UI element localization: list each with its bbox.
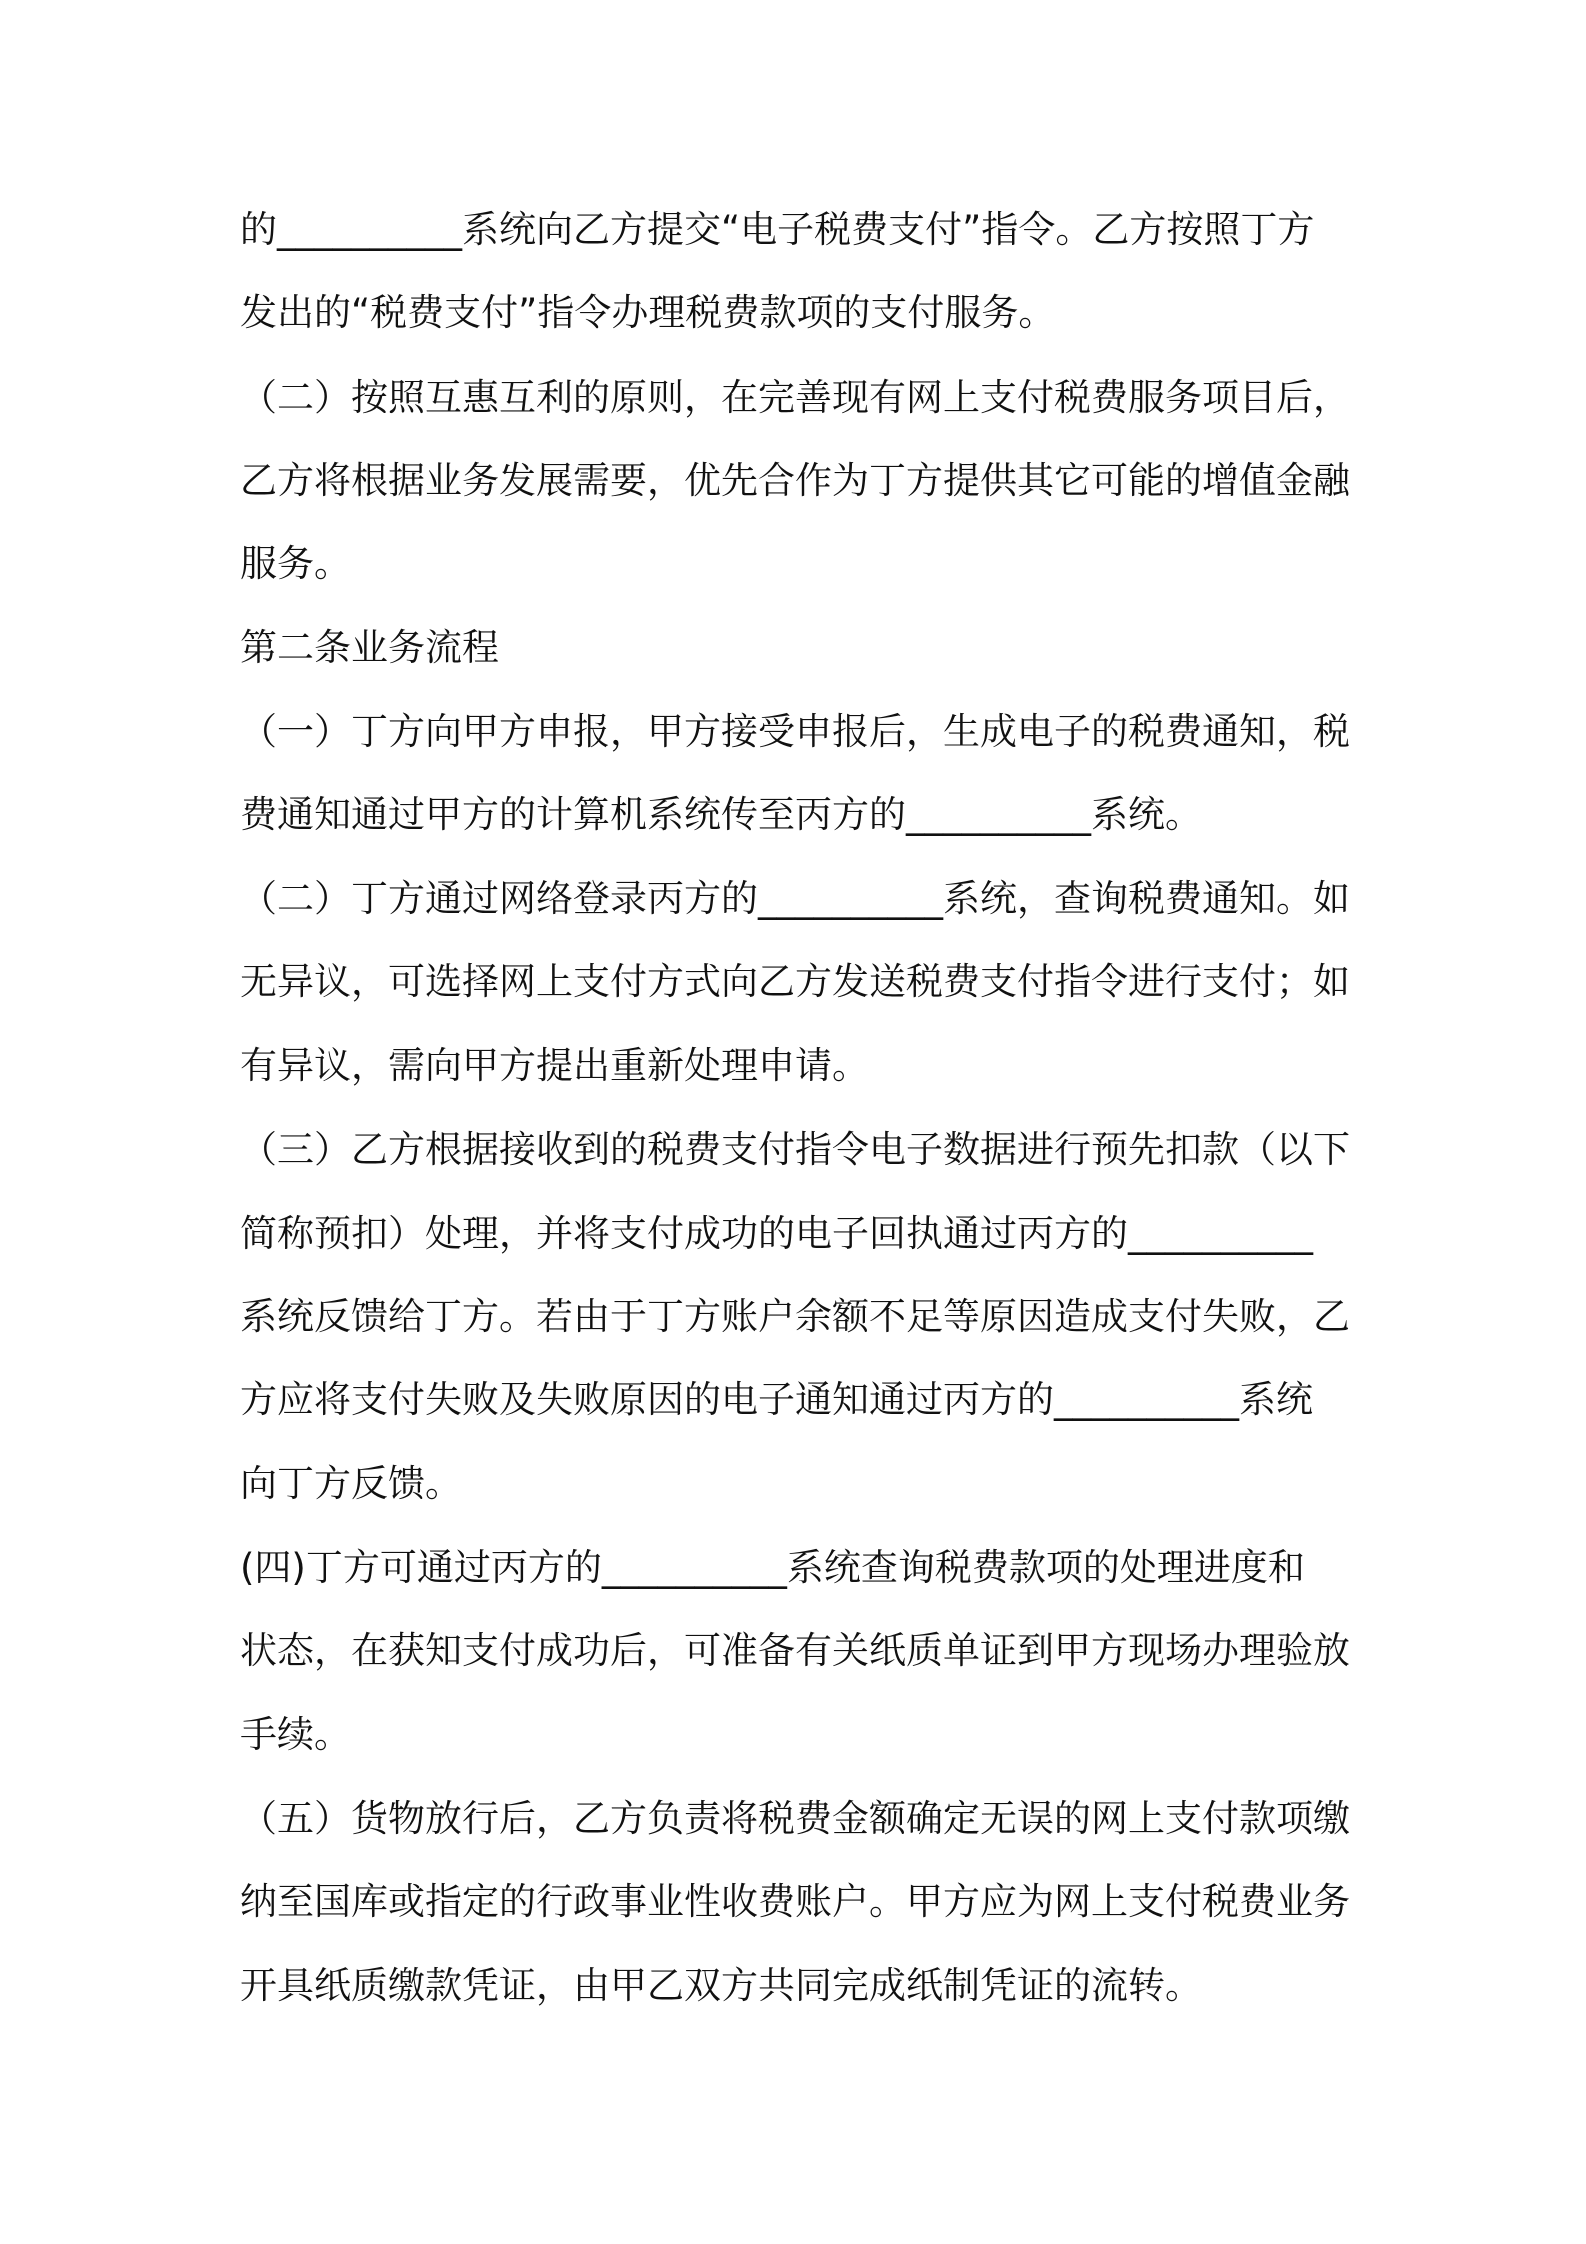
text-line: 有异议，需向甲方提出重新处理申请。 [240,1044,869,1087]
text-line: （五）货物放行后，乙方负责将税费金额确定无误的网上支付款项缴 [240,1797,1350,1840]
text-line: 纳至国库或指定的行政事业性收费账户。甲方应为网上支付税费业务 [240,1880,1350,1923]
text-line: 发出的“税费支付”指令办理税费款项的支付服务。 [240,291,1056,334]
text-line: （三）乙方根据接收到的税费支付指令电子数据进行预先扣款（以下 [240,1128,1350,1171]
text-line: 方应将支付失败及失败原因的电子通知通过丙方的__________系统 [240,1378,1313,1421]
text-line: 服务。 [240,542,351,585]
text-line: 无异议，可选择网上支付方式向乙方发送税费支付指令进行支付；如 [240,960,1350,1003]
section-heading: 第二条业务流程 [240,626,499,669]
text-line: 简称预扣）处理，并将支付成功的电子回执通过丙方的__________ [240,1212,1313,1255]
text-line: 手续。 [240,1713,351,1756]
text-line: 开具纸质缴款凭证，由甲乙双方共同完成纸制凭证的流转。 [240,1964,1202,2007]
text-line: （一）丁方向甲方申报，甲方接受申报后，生成电子的税费通知，税 [240,710,1350,753]
text-line: （二）按照互惠互利的原则，在完善现有网上支付税费服务项目后， [240,376,1350,419]
text-line: 乙方将根据业务发展需要，优先合作为丁方提供其它可能的增值金融 [240,459,1350,502]
text-line: 系统反馈给丁方。若由于丁方账户余额不足等原因造成支付失败，乙 [240,1295,1350,1338]
text-line: 状态，在获知支付成功后，可准备有关纸质单证到甲方现场办理验放 [240,1629,1350,1672]
text-line: （二）丁方通过网络登录丙方的__________系统，查询税费通知。如 [240,877,1350,920]
text-line: 费通知通过甲方的计算机系统传至丙方的__________系统。 [240,793,1202,836]
text-line: 的__________系统向乙方提交“电子税费支付”指令。乙方按照丁方 [240,208,1315,251]
text-line: 向丁方反馈。 [240,1462,462,1505]
text-line: (四)丁方可通过丙方的__________系统查询税费款项的处理进度和 [240,1546,1305,1589]
